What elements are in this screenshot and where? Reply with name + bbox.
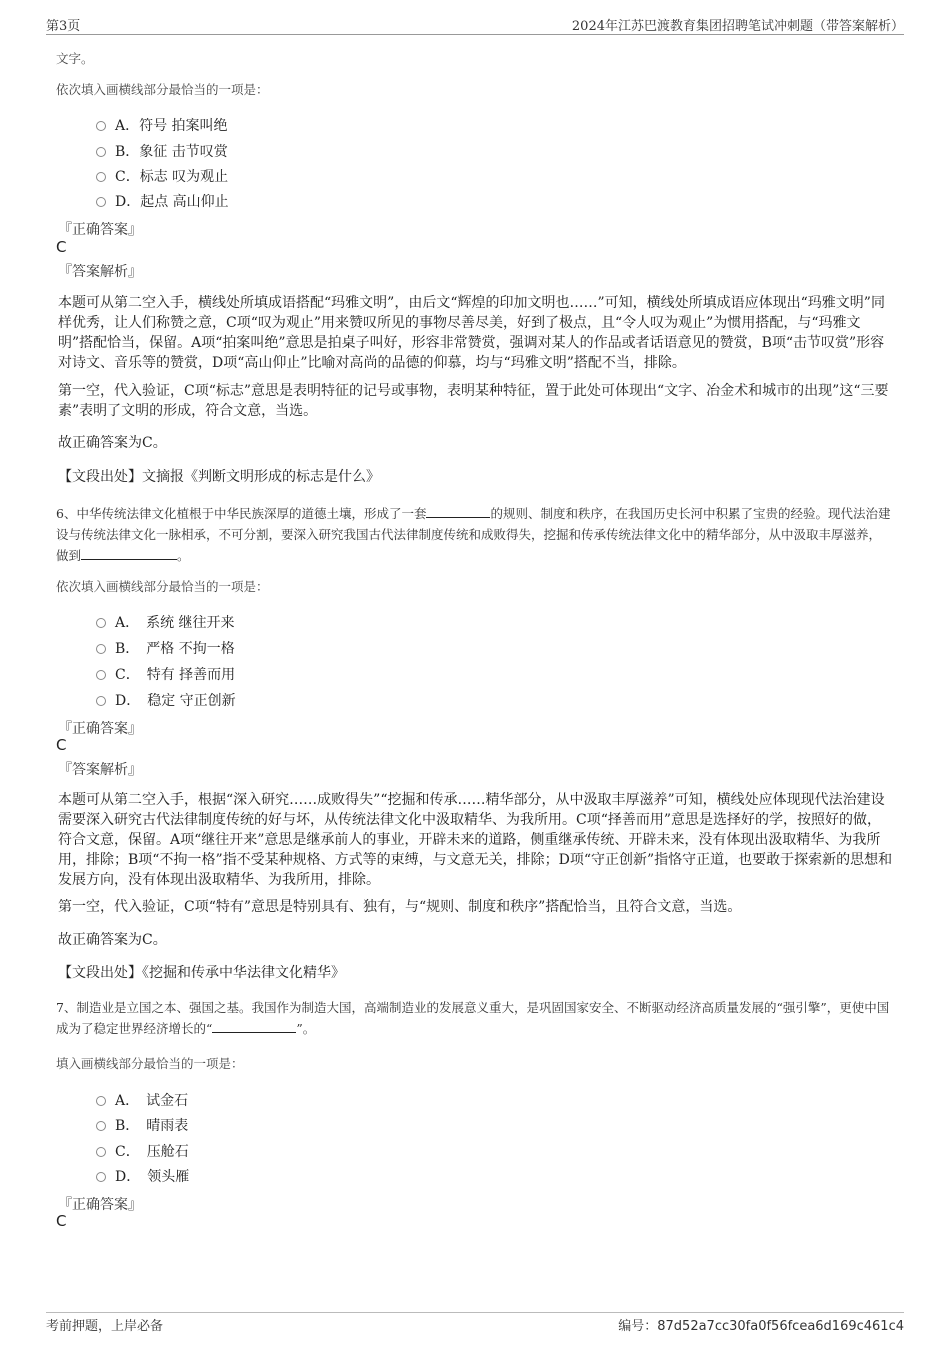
radio-icon[interactable] xyxy=(96,1121,106,1131)
page-number: 第3页 xyxy=(46,19,81,34)
q6-option-b[interactable]: B． 严格 不拘一格 xyxy=(96,638,235,658)
q5-analysis-label: 『答案解析』 xyxy=(58,264,142,280)
q6-option-c[interactable]: C． 特有 择善而用 xyxy=(96,664,235,684)
q6-question: 6、中华传统法律文化植根于中华民族深厚的道德土壤，形成了一套 的规则、制度和秩序，在我国历史长河中积累了宝贵的经验。现代法治建设与传统法律文化一脉相承，不可分割，要深入研究我国古代法律制度传统和成败得失，挖掘和传承传统法律文化中的精华部分，从中汲取丰厚滋养，做到 。 xyxy=(56,506,891,563)
q5-continuation: 文字。 xyxy=(56,51,94,66)
q5-answer: C xyxy=(56,238,67,256)
radio-icon[interactable] xyxy=(96,618,106,628)
q6-analysis-p2: 第一空，代入验证，C项“特有”意思是特别具有、独有，与“规则、制度和秩序”搭配恰当，且符合文意，当选。 xyxy=(58,899,742,915)
answer-blank xyxy=(212,1020,296,1033)
answer-blank xyxy=(81,547,177,560)
radio-icon[interactable] xyxy=(96,696,106,706)
q6-source: 【文段出处】《挖掘和传承中华法律文化精华》 xyxy=(58,965,345,981)
q7-option-d[interactable]: D． 领头雁 xyxy=(96,1166,189,1186)
q5-answer-label: 『正确答案』 xyxy=(58,222,142,238)
q7-option-a[interactable]: A． 试金石 xyxy=(96,1090,188,1110)
page-footer xyxy=(46,1312,904,1335)
q6-option-d[interactable]: D． 稳定 守正创新 xyxy=(96,690,236,710)
q5-analysis-p1: 本题可从第二空入手，横线处所填成语搭配“玛雅文明”，由后文“辉煌的印加文明也……”可知，横线处所填成语应体现出“玛雅文明”同样优秀，让人们称赞之意，C项“叹为观止”用来赞叹所见的事物尽善尽美，好到了极点，且“令人叹为观止”为惯用搭配，与“玛雅文明”搭配恰当，保留。A项“拍案叫绝”意思是拍桌子叫好，形容非常赞赏，强调对某人的作品或者话语意见的赞赏，B项“击节叹赏”形容对诗文、音乐等的赞赏，D项“高山仰止”比喻对高尚的品德的仰慕，均与“玛雅文明”搭配不当，排除。 xyxy=(58,295,885,371)
q6-analysis-p1: 本题可从第二空入手，根据“深入研究……成败得失”“挖掘和传承……精华部分，从中汲取丰厚滋养”可知，横线处应体现现代法治建设需要深入研究古代法律制度传统的好与坏，从传统法律文化中汲取精华、为我所用。C项“择善而用”意思是选择好的学，按照好的做，符合文意，保留。A项“继往开来”意思是继承前人的事业，开辟未来的道路，侧重继承传统、开辟未来，没有体现出汲取精华、为我所用，排除；B项“不拘一格”指不受某种规格、方式等的束缚，与文意无关，排除；D项“守正创新”指恪守正道，也要敢于探索新的思想和发展方向，没有体现出汲取精华、为我所用，排除。 xyxy=(58,792,893,888)
q6-answer-label: 『正确答案』 xyxy=(58,721,142,737)
q7-option-c[interactable]: C． 压舱石 xyxy=(96,1141,189,1161)
radio-icon[interactable] xyxy=(96,172,106,182)
radio-icon[interactable] xyxy=(96,1147,106,1157)
radio-icon[interactable] xyxy=(96,147,106,157)
page-header xyxy=(46,14,904,35)
q7-answer: C xyxy=(56,1212,67,1230)
q6-option-a[interactable]: A． 系统 继往开来 xyxy=(96,612,235,632)
q5-option-a[interactable]: A．符号 拍案叫绝 xyxy=(96,115,228,135)
q6-analysis-label: 『答案解析』 xyxy=(58,762,142,778)
q6-answer: C xyxy=(56,736,67,754)
radio-icon[interactable] xyxy=(96,1172,106,1182)
q5-analysis-p3: 故正确答案为C。 xyxy=(58,435,167,451)
q7-answer-label: 『正确答案』 xyxy=(58,1197,142,1213)
radio-icon[interactable] xyxy=(96,121,106,131)
q5-option-b[interactable]: B．象征 击节叹赏 xyxy=(96,141,228,161)
radio-icon[interactable] xyxy=(96,1096,106,1106)
footer-slogan: 考前押题，上岸必备 xyxy=(46,1319,164,1334)
q7-prompt: 填入画横线部分最恰当的一项是： xyxy=(56,1056,244,1071)
q5-prompt: 依次填入画横线部分最恰当的一项是： xyxy=(56,82,269,97)
answer-blank xyxy=(426,505,490,518)
q5-option-c[interactable]: C．标志 叹为观止 xyxy=(96,166,228,186)
q5-analysis-p2: 第一空，代入验证，C项“标志”意思是表明特征的记号或事物，表明某种特征，置于此处可体现出“文字、冶金术和城市的出现”这“三要素”表明了文明的形成，符合文意，当选。 xyxy=(58,383,889,419)
q5-source: 【文段出处】文摘报《判断文明形成的标志是什么》 xyxy=(58,469,380,485)
radio-icon[interactable] xyxy=(96,197,106,207)
document-title: 2024年江苏巴渡教育集团招聘笔试冲刺题（带答案解析） xyxy=(571,19,904,34)
q7-option-b[interactable]: B． 晴雨表 xyxy=(96,1115,188,1135)
radio-icon[interactable] xyxy=(96,644,106,654)
q6-analysis-p3: 故正确答案为C。 xyxy=(58,932,167,948)
q5-option-d[interactable]: D．起点 高山仰止 xyxy=(96,191,229,211)
q6-prompt: 依次填入画横线部分最恰当的一项是： xyxy=(56,579,269,594)
radio-icon[interactable] xyxy=(96,670,106,680)
q7-question: 7、制造业是立国之本、强国之基。我国作为制造大国，高端制造业的发展意义重大，是巩固国家安全、不断驱动经济高质量发展的“强引擎”，更使中国成为了稳定世界经济增长的“ ”。 xyxy=(56,1000,890,1036)
document-id: 编号：87d52a7cc30fa0f56fcea6d169c461c4 xyxy=(618,1319,904,1334)
